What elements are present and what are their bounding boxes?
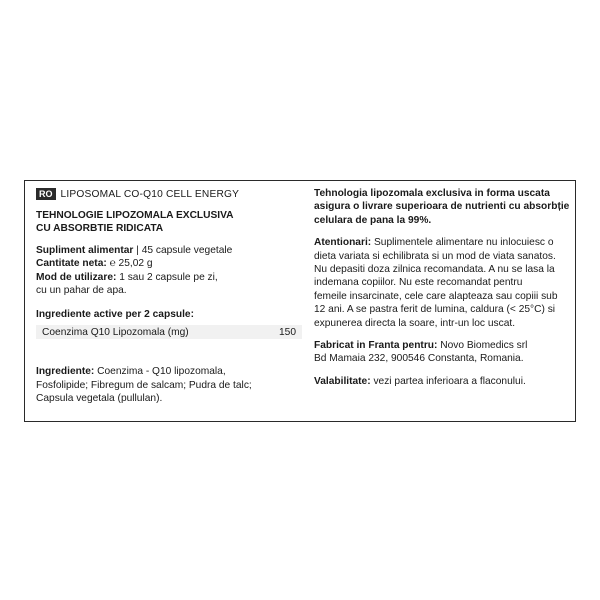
product-subtitle xyxy=(36,209,302,236)
warnings-line: femeile insarcinate, cele care alapteaza sau copiii sub xyxy=(314,290,558,302)
warnings-label: Atentionari: xyxy=(314,237,372,249)
usage-line-2: cu un pahar de apa. xyxy=(36,285,127,297)
supplement-value: 45 capsule vegetale xyxy=(141,244,233,256)
manufacturer-line xyxy=(314,339,570,352)
manufacturer-label: Fabricat in Franta pentru: xyxy=(314,340,438,352)
warnings-line xyxy=(314,236,570,249)
title-row xyxy=(36,187,302,201)
intro-line: Tehnologia lipozomala exclusiva in forma uscata xyxy=(314,188,550,199)
manufacturer-name: Novo Biomedics srl xyxy=(437,340,528,352)
ingredients-value: Coenzima - Q10 lipozomala, xyxy=(94,366,226,378)
warnings-line: dieta variata si echilibrata si un mod de viata sanatos. xyxy=(314,250,556,262)
subtitle-line: CU ABSORBTIE RIDICATA xyxy=(36,223,164,235)
ingredients-line-3: Capsula vegetala (pullulan). xyxy=(36,393,163,405)
warnings-line: Nu depasiti doza zilnica recomandata. A nu se lasa la xyxy=(314,264,555,276)
warnings-section xyxy=(314,236,570,330)
warnings-first: Suplimentele alimentare nu inlocuiesc o xyxy=(371,237,554,249)
language-badge: RO xyxy=(36,188,56,200)
quantity-label: Cantitate neta: xyxy=(36,258,107,270)
usage-line xyxy=(36,271,302,284)
active-ingredients-title: Ingrediente active per 2 capsule: xyxy=(36,309,194,321)
ingredients-label: Ingrediente: xyxy=(36,366,95,378)
intro-line: asigura o livrare superioara de nutrienti cu absorbție xyxy=(314,201,570,213)
active-ingredients-row xyxy=(36,325,302,339)
supplement-line xyxy=(36,244,302,257)
active-ingredient-value: 150 xyxy=(279,326,296,338)
supplement-label: Supliment alimentar xyxy=(36,244,134,256)
label-right-column xyxy=(314,187,570,388)
quantity-line xyxy=(36,257,302,270)
label-left-column xyxy=(36,187,302,406)
active-ingredient-name: Coenzima Q10 Lipozomala (mg) xyxy=(42,326,189,338)
quantity-value: ℮ 25,02 g xyxy=(106,258,153,270)
product-info xyxy=(36,244,302,298)
ingredients-line-2: Fosfolipide; Fibregum de salcam; Pudra de talc; xyxy=(36,379,252,391)
supplement-separator: | xyxy=(133,244,142,256)
product-label xyxy=(24,180,576,422)
warnings-line: indemana copiilor. Nu este recomandat pentru xyxy=(314,277,523,289)
manufacturer-address: Bd Mamaia 232, 900546 Constanta, Romania. xyxy=(314,353,524,365)
warnings-line: 12 ani. A se pastra ferit de lumina, caldura (< 25°C) si xyxy=(314,304,556,316)
validity-section xyxy=(314,375,570,388)
warnings-line: expunerea directa la soare, intr-un loc uscat. xyxy=(314,317,516,329)
usage-value: 1 sau 2 capsule pe zi, xyxy=(116,271,218,283)
intro-line: celulara de pana la 99%. xyxy=(314,214,432,226)
ingredients-line xyxy=(36,365,302,378)
product-name: LIPOSOMAL CO-Q10 CELL ENERGY xyxy=(60,188,240,200)
technology-intro xyxy=(314,187,570,227)
ingredients-section xyxy=(36,365,302,405)
validity-line xyxy=(314,375,570,388)
subtitle-line: TEHNOLOGIE LIPOZOMALA EXCLUSIVA xyxy=(36,210,234,221)
manufacturer-section xyxy=(314,339,570,366)
validity-value: vezi partea inferioara a flaconului. xyxy=(370,375,526,387)
validity-label: Valabilitate: xyxy=(314,375,371,387)
usage-label: Mod de utilizare: xyxy=(36,271,117,283)
